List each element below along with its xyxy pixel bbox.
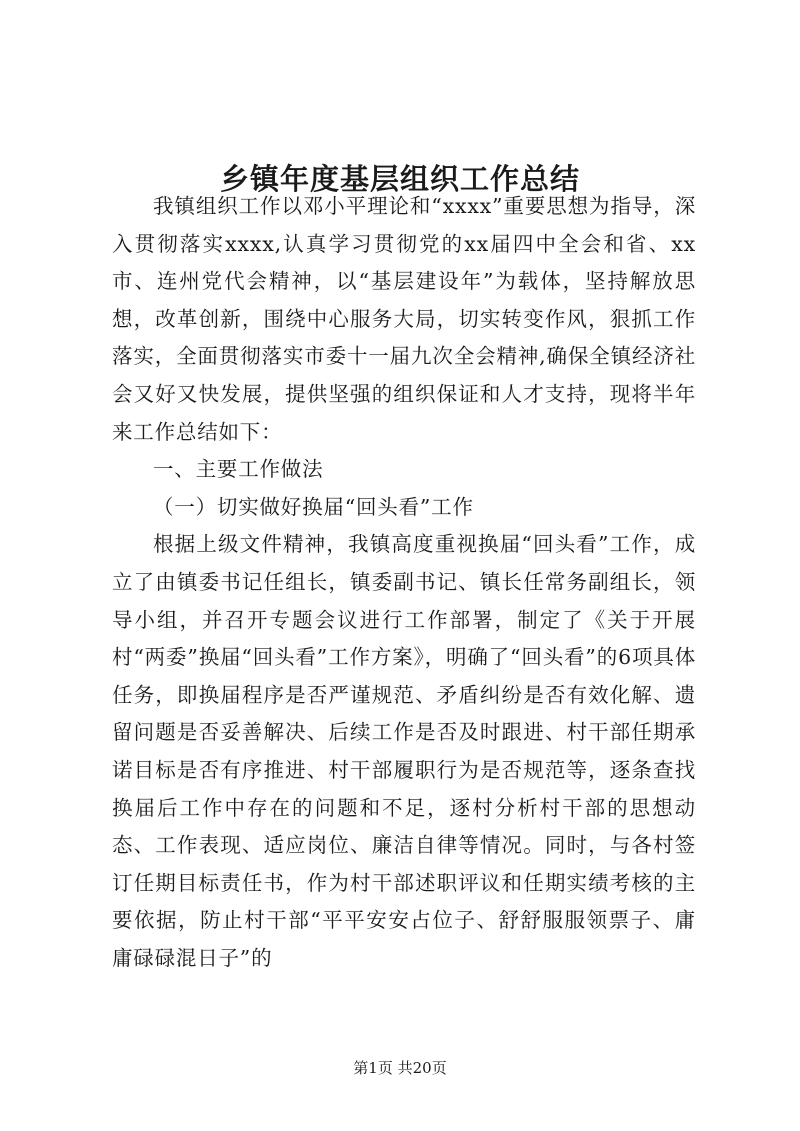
intro-paragraph: 我镇组织工作以邓小平理论和“xxxx”重要思想为指导，深入贯彻落实xxxx,认真学习贯彻党的xx届四中全会和省、xx市、连州党代会精神，以“基层建设年”为载体，坚持解放思想，改革创新，围绕中心服务大局，切实转变作风，狠抓工作落实，全面贯彻落实市委十一届九次全会精神,确保全镇经济社会又好又快发展，提供坚强的组织保证和人才支持，现将半年来工作总结如下： xyxy=(112,194,696,444)
body-paragraph: 根据上级文件精神，我镇高度重视换届“回头看”工作，成立了由镇委书记任组长，镇委副书记、镇长任常务副组长，领导小组，并召开专题会议进行工作部署，制定了《关于开展村“两委”换届“回头看”工作方案》，明确了“回头看”的6项具体任务，即换届程序是否严谨规范、矛盾纠纷是否有效化解、遗留问题是否妥善解决、后续工作是否及时跟进、村干部任期承诺目标是否有序推进、村干部履职行为是否规范等，逐条查找换届后工作中存在的问题和不足，逐村分析村干部的思想动态、工作表现、适应岗位、廉洁自律等情况。同时，与各村签订任期目标责任书，作为村干部述职评议和任期实绩考核的主要依据，防止村干部“平平安安占位子、舒舒服服领票子、庸庸碌碌混日子”的 xyxy=(112,532,696,970)
document-body xyxy=(112,188,696,977)
page-footer: 第1页 共20页 xyxy=(353,1059,447,1077)
subsection-heading: （一）切实做好换届“回头看”工作 xyxy=(153,494,474,519)
document-title: 乡镇年度基层组织工作总结 xyxy=(219,162,580,197)
section-heading: 一、主要工作做法 xyxy=(153,457,324,482)
